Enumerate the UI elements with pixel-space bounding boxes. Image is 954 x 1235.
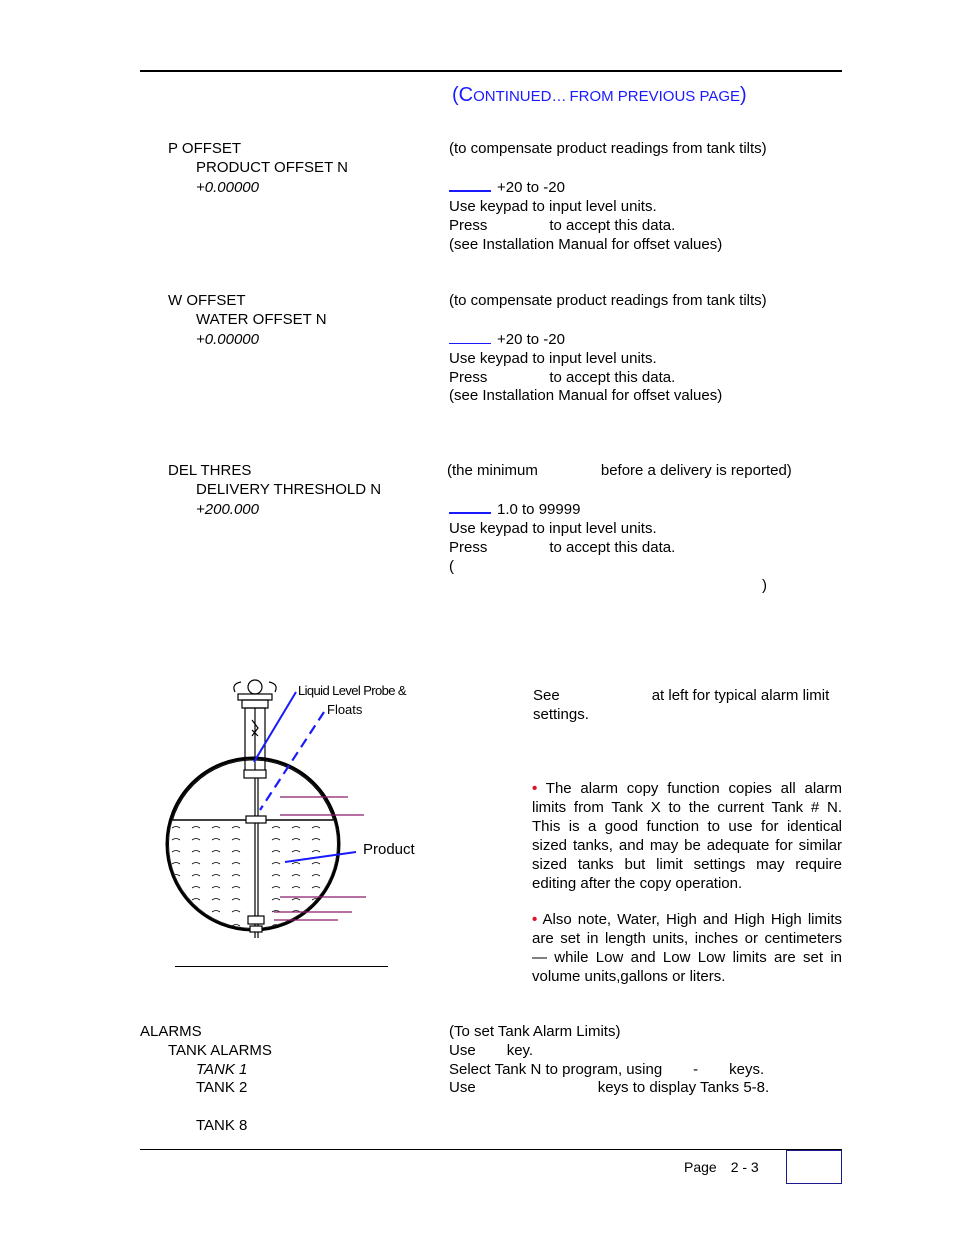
w-offset-value: +0.00000 [196, 331, 259, 348]
tank-diagram [140, 670, 430, 970]
page-box [786, 1150, 842, 1184]
alarms-tank2: TANK 2 [196, 1079, 248, 1096]
range-link [449, 502, 491, 514]
del-thres-line2: Press to accept this data. [449, 539, 676, 556]
figure-caption-rule [175, 966, 388, 967]
bottom-rule [140, 1149, 842, 1150]
alarms-tank8: TANK 8 [196, 1117, 248, 1134]
p-offset-range: +20 to -20 [449, 178, 565, 197]
w-offset-subtitle: WATER OFFSET N [196, 311, 327, 328]
del-thres-value: +200.000 [196, 501, 259, 518]
del-thres-range: 1.0 to 99999 [449, 500, 580, 519]
del-thres-subtitle: DELIVERY THRESHOLD N [196, 481, 382, 498]
p-offset-line3: (see Installation Manual for offset values) [449, 236, 723, 253]
w-offset-line2: Press to accept this data. [449, 369, 676, 386]
p-offset-value: +0.00000 [196, 179, 259, 196]
alarms-use2: Use keys to display Tanks 5-8. [449, 1079, 770, 1096]
del-thres-line3-open: ( [449, 558, 454, 575]
continued-header: (CONTINUED… FROM PREVIOUS PAGE) [452, 84, 747, 106]
del-thres-title: DEL THRES [168, 462, 252, 479]
p-offset-desc: (to compensate product readings from tank tilts) [449, 140, 767, 157]
range-link [449, 333, 491, 344]
top-rule [140, 70, 842, 72]
alarms-subtitle: TANK ALARMS [168, 1042, 272, 1059]
del-thres-line3-close: ) [762, 577, 767, 594]
product-label: Product [363, 841, 415, 858]
probe-leader [254, 692, 296, 762]
alarms-select: Select Tank N to program, using - keys. [449, 1061, 765, 1078]
see-line: See at left for typical alarm limit [533, 687, 830, 704]
w-offset-title: W OFFSET [168, 292, 246, 309]
w-offset-range: +20 to -20 [449, 330, 565, 349]
alarms-tank1: TANK 1 [196, 1061, 248, 1078]
range-link [449, 180, 491, 192]
w-offset-line3: (see Installation Manual for offset values) [449, 387, 723, 404]
p-offset-line1: Use keypad to input level units. [449, 198, 657, 215]
p-offset-subtitle: PRODUCT OFFSET N [196, 159, 348, 176]
p-offset-line2: Press to accept this data. [449, 217, 676, 234]
alarms-desc: (To set Tank Alarm Limits) [449, 1023, 621, 1040]
note-alarm-copy: • The alarm copy function copies all alarm limits from Tank X to the current Tank # N. This is a good function to use for identical sized tanks, and may be adequate for similar sized tanks but limit settings may require editing after the copy operation. [532, 780, 842, 892]
probe-label: Liquid Level Probe & [298, 683, 406, 698]
p-offset-title: P OFFSET [168, 140, 242, 157]
del-thres-desc: (the minimum before a delivery is reported) [447, 462, 792, 479]
w-offset-line1: Use keypad to input level units. [449, 350, 657, 367]
see-line2: settings. [533, 706, 589, 723]
note-units: • Also note, Water, High and High High limits are set in length units, inches or centimeters — while Low and Low Low limits are set in volume units,gallons or liters. [532, 911, 842, 985]
alarms-title: ALARMS [140, 1023, 202, 1040]
floats-label: Floats [327, 702, 363, 717]
page-label: Page 2 - 3 [684, 1159, 759, 1175]
del-thres-line1: Use keypad to input level units. [449, 520, 657, 537]
w-offset-desc: (to compensate product readings from tank tilts) [449, 292, 767, 309]
alarms-use: Use key. [449, 1042, 534, 1059]
